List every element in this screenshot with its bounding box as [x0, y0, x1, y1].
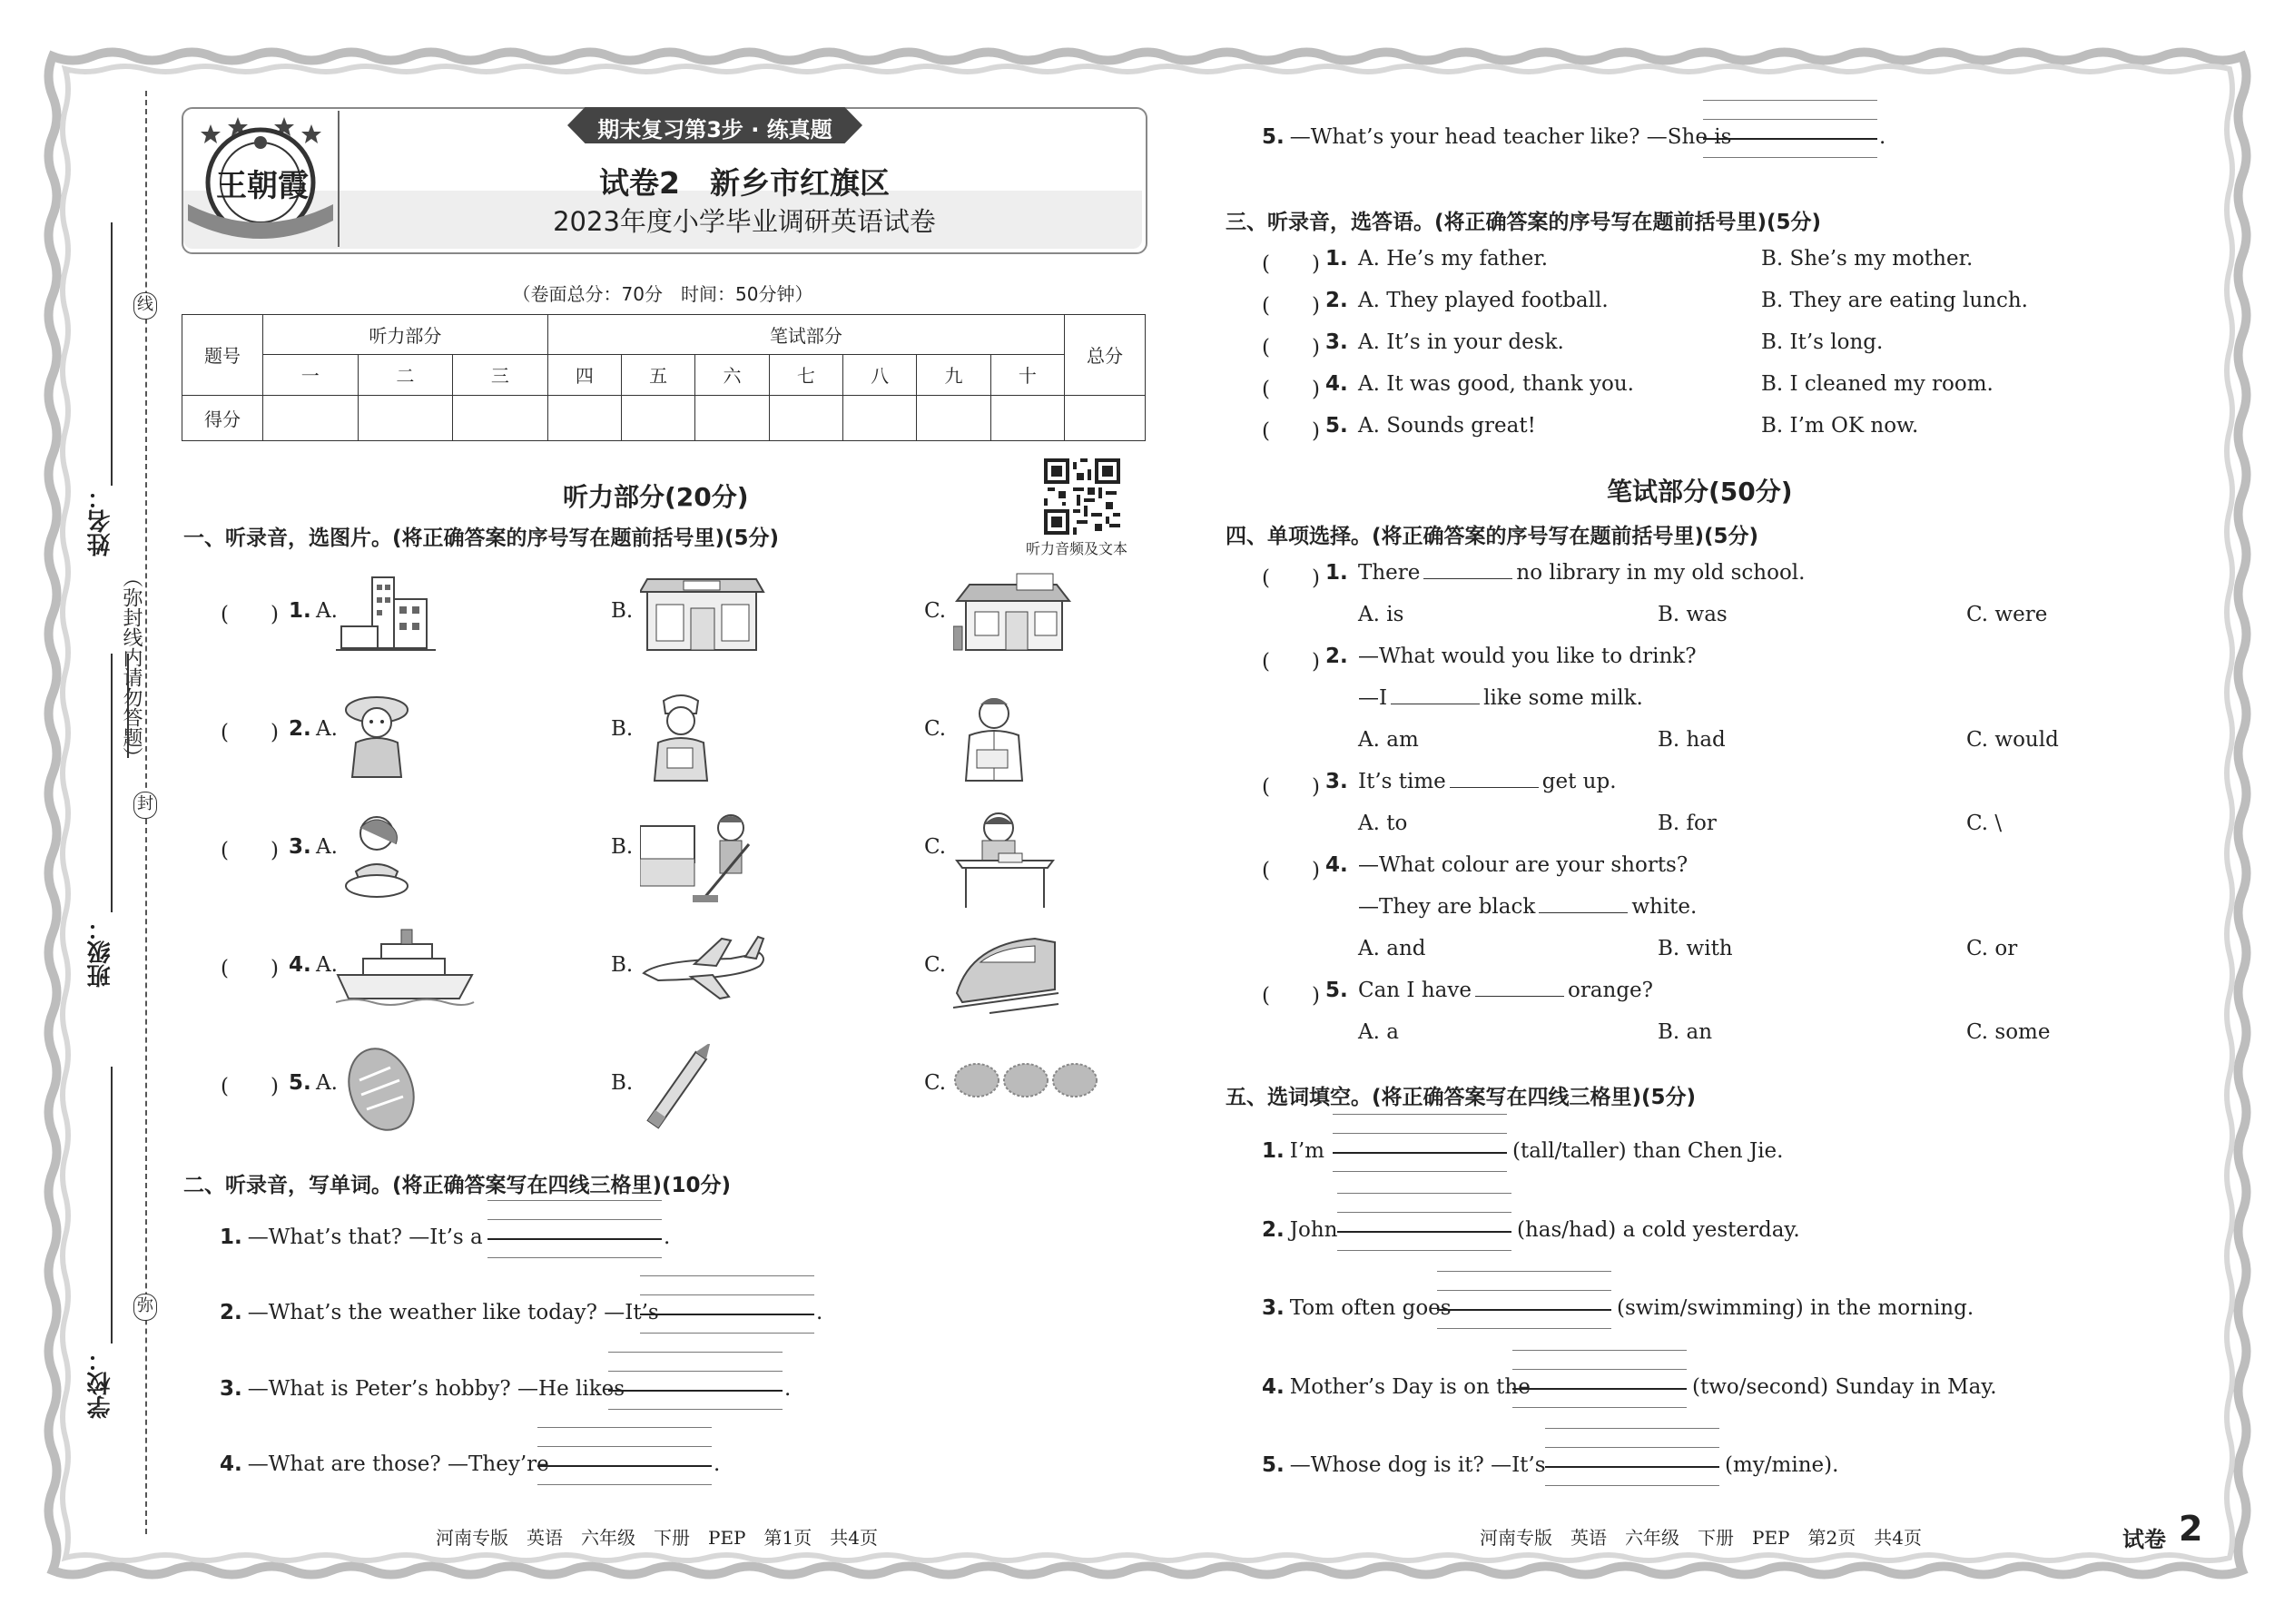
answer-writing-lines[interactable]: [608, 1352, 783, 1424]
choice-option[interactable]: B. with: [1658, 937, 1733, 960]
question-number: 4.: [1325, 853, 1348, 877]
question-post: (my/mine).: [1725, 1453, 1839, 1477]
answer-writing-lines[interactable]: [487, 1200, 662, 1273]
question-number: 1.: [1262, 1139, 1285, 1163]
question-post: like some milk.: [1483, 686, 1643, 710]
question-post: (has/had) a cold yesterday.: [1517, 1218, 1800, 1242]
question-number: 1.: [289, 599, 311, 623]
score-group-listening: 听力部分: [263, 315, 548, 355]
question-post: orange?: [1567, 979, 1654, 1002]
answer-blank[interactable]: [1539, 896, 1628, 913]
question-post: (swim/swimming) in the morning.: [1617, 1296, 1974, 1320]
option-label: B.: [611, 717, 634, 741]
question-pre: Can I have: [1358, 979, 1472, 1002]
answer-writing-lines[interactable]: [1333, 1114, 1507, 1186]
score-cell[interactable]: [622, 395, 695, 440]
option-b: B. She’s my mother.: [1761, 247, 1974, 271]
written-title: 笔试部分(50分): [1607, 477, 1793, 507]
paper-label: 试卷: [2122, 1527, 2166, 1552]
answer-writing-lines[interactable]: [640, 1275, 814, 1348]
school-picture[interactable]: [336, 572, 481, 681]
paper-meta: （卷面总分：70分 时间：50分钟）: [512, 283, 813, 305]
question-text: [1358, 979, 1653, 1002]
question-number: 4.: [289, 953, 311, 977]
choice-option[interactable]: B. an: [1658, 1020, 1713, 1044]
answer-bracket[interactable]: ( ): [1262, 859, 1320, 882]
question-number: 4.: [1262, 1375, 1285, 1399]
paper-number: 2: [2179, 1509, 2203, 1549]
question-pre: —What would you like to drink?: [1358, 645, 1697, 668]
class-field[interactable]: [111, 654, 113, 912]
series-label: 期末复习第3步 · 练真题: [597, 117, 832, 143]
question-post: (tall/taller) than Chen Jie.: [1512, 1139, 1784, 1163]
score-cell[interactable]: [769, 395, 842, 440]
score-cell[interactable]: [453, 395, 548, 440]
question-number: 3.: [1325, 770, 1348, 793]
s2-question: [1262, 125, 1731, 149]
answer-bracket[interactable]: ( ): [1262, 378, 1320, 401]
score-cell[interactable]: [358, 395, 453, 440]
question-end: .: [1879, 125, 1886, 149]
score-cell[interactable]: [990, 395, 1064, 440]
answer-blank[interactable]: [1450, 771, 1539, 788]
option-label: A.: [316, 835, 338, 859]
answer-writing-lines[interactable]: [537, 1427, 712, 1500]
option-label: C.: [924, 599, 947, 623]
option-label: C.: [924, 717, 947, 741]
s5-question: [1262, 1375, 1531, 1399]
question-text: —What’s your head teacher like? —She is: [1289, 125, 1732, 149]
question-text: [1358, 645, 1697, 668]
question-text: [1358, 895, 1697, 919]
question-number: 3.: [1325, 330, 1348, 354]
pen-picture[interactable]: [640, 1044, 785, 1153]
choice-option[interactable]: A. and: [1358, 937, 1426, 960]
answer-writing-lines[interactable]: [1512, 1350, 1687, 1422]
qr-caption: 听力音频及文本: [1026, 540, 1128, 557]
choice-option[interactable]: B. for: [1658, 812, 1717, 835]
logo: [186, 113, 336, 245]
school-field[interactable]: [111, 1067, 113, 1343]
name-field[interactable]: [111, 222, 113, 486]
score-cell[interactable]: [843, 395, 917, 440]
answer-bracket[interactable]: ( ): [221, 957, 279, 980]
paper-title: 试卷2 新乡市红旗区: [599, 165, 890, 201]
question-number: 2.: [289, 717, 311, 741]
s4-title: 四、单项选择。(将正确答案的序号写在题前括号里)(5分): [1226, 525, 1759, 548]
question-number: 3.: [220, 1377, 242, 1401]
option-a: A. He’s my father.: [1358, 247, 1549, 271]
question-number: 2.: [1325, 289, 1348, 312]
eggs-picture[interactable]: [953, 1044, 1098, 1153]
question-number: 1.: [220, 1225, 242, 1249]
question-text: —What are those? —They’re: [247, 1452, 549, 1476]
footer-left: 河南专版 英语 六年级 下册 PEP 第1页 共4页: [436, 1527, 878, 1549]
s5-question: [1262, 1139, 1324, 1163]
question-end: .: [816, 1301, 823, 1324]
s5-question: [1262, 1296, 1452, 1320]
question-number: 2.: [1262, 1218, 1285, 1242]
girl-washing-picture[interactable]: [336, 808, 481, 917]
question-pre: —They are black: [1358, 895, 1536, 919]
name-label: 姓名：: [87, 486, 114, 556]
score-group-written: 笔试部分: [547, 315, 1064, 355]
question-number: 3.: [289, 835, 311, 859]
answer-bracket[interactable]: ( ): [1262, 252, 1320, 276]
option-a: A. It’s in your desk.: [1358, 330, 1564, 354]
choice-option[interactable]: C. were: [1966, 603, 2048, 626]
listening-title: 听力部分(20分): [563, 482, 749, 512]
class-label: 班级：: [87, 917, 114, 988]
question-end: .: [784, 1377, 792, 1401]
s2-title: 二、听录音，写单词。(将正确答案写在四线三格里)(10分): [183, 1174, 732, 1197]
question-number: 3.: [1262, 1296, 1285, 1320]
question-post: no library in my old school.: [1516, 561, 1806, 585]
s5-question: [1262, 1218, 1337, 1242]
s2-question: [220, 1452, 549, 1476]
answer-bracket[interactable]: ( ): [221, 1075, 279, 1098]
s2-question: [220, 1225, 483, 1249]
question-number: 5.: [1325, 979, 1348, 1002]
question-number: 5.: [1262, 125, 1285, 149]
score-row-label: 得分: [182, 395, 263, 440]
plane-picture[interactable]: [640, 926, 785, 1035]
score-num: 四: [547, 355, 621, 395]
footer-right: 河南专版 英语 六年级 下册 PEP 第2页 共4页: [1480, 1527, 1922, 1549]
question-text: [1358, 770, 1617, 793]
choice-option[interactable]: C. some: [1966, 1020, 2051, 1044]
seal-note: （弥封线内请勿答题）: [120, 567, 143, 767]
house-picture[interactable]: [953, 572, 1098, 681]
s3-title: 三、听录音，选答语。(将正确答案的序号写在题前括号里)(5分): [1226, 211, 1822, 234]
choice-option[interactable]: A. is: [1358, 603, 1404, 626]
choice-option[interactable]: B. had: [1658, 728, 1726, 752]
question-pre: There: [1358, 561, 1421, 585]
school-label: 学校：: [87, 1348, 114, 1419]
option-b: B. I’m OK now.: [1761, 414, 1919, 438]
option-a: A. It was good, thank you.: [1358, 372, 1634, 396]
score-cell[interactable]: [263, 395, 359, 440]
option-label: B.: [611, 599, 634, 623]
answer-bracket[interactable]: ( ): [1262, 984, 1320, 1008]
question-pre: I’m: [1289, 1139, 1324, 1163]
boy-mopping-picture[interactable]: [640, 808, 785, 917]
ship-picture[interactable]: [336, 926, 481, 1035]
s2-question: [220, 1377, 625, 1401]
question-number: 4.: [1325, 372, 1348, 396]
train-picture[interactable]: [953, 926, 1098, 1035]
answer-bracket[interactable]: ( ): [1262, 336, 1320, 359]
score-total-cell[interactable]: [1065, 395, 1146, 440]
choice-option[interactable]: C. or: [1966, 937, 2018, 960]
question-number: 5.: [1325, 414, 1348, 438]
score-num: 一: [263, 355, 359, 395]
score-num: 三: [453, 355, 548, 395]
question-post: white.: [1631, 895, 1698, 919]
option-label: C.: [924, 835, 947, 859]
answer-bracket[interactable]: ( ): [221, 603, 279, 626]
question-end: .: [664, 1225, 671, 1249]
option-label: B.: [611, 835, 634, 859]
choice-option[interactable]: A. am: [1358, 728, 1419, 752]
question-pre: Mother’s Day is on the: [1289, 1375, 1531, 1399]
s2-question: [220, 1301, 659, 1324]
bread-picture[interactable]: [336, 1044, 481, 1153]
seal-note-bracket: [127, 654, 129, 758]
question-end: .: [714, 1452, 721, 1476]
answer-bracket[interactable]: ( ): [1262, 650, 1320, 674]
question-number: 2.: [220, 1301, 242, 1324]
mark-seal: 封: [133, 792, 157, 819]
option-label: A.: [316, 599, 338, 623]
answer-writing-lines[interactable]: [1337, 1193, 1511, 1265]
score-num: 二: [358, 355, 453, 395]
question-text: —What is Peter’s hobby? —He likes: [247, 1377, 625, 1401]
mark-close: 弥: [133, 1294, 157, 1321]
score-num: 十: [990, 355, 1064, 395]
score-cell[interactable]: [695, 395, 769, 440]
question-number: 2.: [1325, 645, 1348, 668]
option-label: A.: [316, 1071, 338, 1095]
mark-line: 线: [133, 292, 157, 320]
s1-title: 一、听录音，选图片。(将正确答案的序号写在题前括号里)(5分): [183, 527, 780, 550]
doctor-picture[interactable]: [953, 690, 1098, 799]
score-col-label: 题号: [182, 315, 263, 396]
answer-blank[interactable]: [1475, 979, 1564, 997]
boy-writing-picture[interactable]: [953, 808, 1098, 917]
option-label: B.: [611, 953, 634, 977]
score-cell[interactable]: [917, 395, 990, 440]
farmer-picture[interactable]: [336, 690, 481, 799]
question-number: 5.: [1262, 1453, 1285, 1477]
question-number: 1.: [1325, 247, 1348, 271]
option-label: C.: [924, 1071, 947, 1095]
s5-title: 五、选词填空。(将正确答案写在四线三格里)(5分): [1226, 1086, 1697, 1109]
qr-code[interactable]: [1044, 458, 1120, 535]
header-divider: [338, 111, 340, 247]
option-label: C.: [924, 953, 947, 977]
question-pre: —I: [1358, 686, 1388, 710]
question-text: —What’s that? —It’s a: [247, 1225, 483, 1249]
option-label: A.: [316, 953, 338, 977]
choice-option[interactable]: A. to: [1358, 812, 1408, 835]
score-num: 九: [917, 355, 990, 395]
choice-option[interactable]: C. would: [1966, 728, 2059, 752]
answer-bracket[interactable]: ( ): [1262, 566, 1320, 590]
choice-option[interactable]: B. was: [1658, 603, 1728, 626]
answer-bracket[interactable]: ( ): [1262, 775, 1320, 799]
option-b: B. It’s long.: [1761, 330, 1884, 354]
option-a: A. They played football.: [1358, 289, 1609, 312]
score-total-label: 总分: [1065, 315, 1146, 396]
option-label: A.: [316, 717, 338, 741]
question-number: 1.: [1325, 561, 1348, 585]
option-b: B. They are eating lunch.: [1761, 289, 2028, 312]
answer-bracket[interactable]: ( ): [1262, 419, 1320, 443]
score-num: 八: [843, 355, 917, 395]
option-a: A. Sounds great!: [1358, 414, 1536, 438]
answer-bracket[interactable]: ( ): [221, 839, 279, 862]
answer-blank[interactable]: [1423, 562, 1512, 579]
question-pre: Tom often goes: [1289, 1296, 1452, 1320]
question-pre: —What colour are your shorts?: [1358, 853, 1689, 877]
question-pre: John: [1289, 1218, 1338, 1242]
s5-question: [1262, 1453, 1546, 1477]
question-number: 5.: [289, 1071, 311, 1095]
question-text: [1358, 686, 1643, 710]
question-pre: It’s time: [1358, 770, 1446, 793]
answer-writing-lines[interactable]: [1437, 1271, 1611, 1343]
paper-subtitle: 2023年度小学毕业调研英语试卷: [553, 206, 936, 237]
question-post: (two/second) Sunday in May.: [1692, 1375, 1997, 1399]
answer-writing-lines[interactable]: [1703, 100, 1877, 172]
choice-option[interactable]: C. \: [1966, 812, 2003, 835]
question-number: 4.: [220, 1452, 242, 1476]
logo-text: 王朝霞: [216, 168, 309, 204]
score-table: [182, 314, 1146, 441]
score-num: 六: [695, 355, 769, 395]
choice-option[interactable]: A. a: [1358, 1020, 1399, 1044]
score-cell[interactable]: [547, 395, 621, 440]
question-pre: —Whose dog is it? —It’s: [1289, 1453, 1546, 1477]
answer-bracket[interactable]: ( ): [1262, 294, 1320, 318]
option-label: B.: [611, 1071, 634, 1095]
answer-writing-lines[interactable]: [1545, 1428, 1719, 1501]
score-num: 七: [769, 355, 842, 395]
score-num: 五: [622, 355, 695, 395]
option-b: B. I cleaned my room.: [1761, 372, 1994, 396]
nurse-picture[interactable]: [640, 690, 785, 799]
question-text: —What’s the weather like today? —It’s: [247, 1301, 659, 1324]
question-text: [1358, 853, 1688, 877]
question-text: [1358, 561, 1805, 585]
answer-bracket[interactable]: ( ): [221, 721, 279, 744]
question-post: get up.: [1541, 770, 1617, 793]
answer-blank[interactable]: [1391, 687, 1480, 704]
shop-picture[interactable]: [640, 572, 785, 681]
